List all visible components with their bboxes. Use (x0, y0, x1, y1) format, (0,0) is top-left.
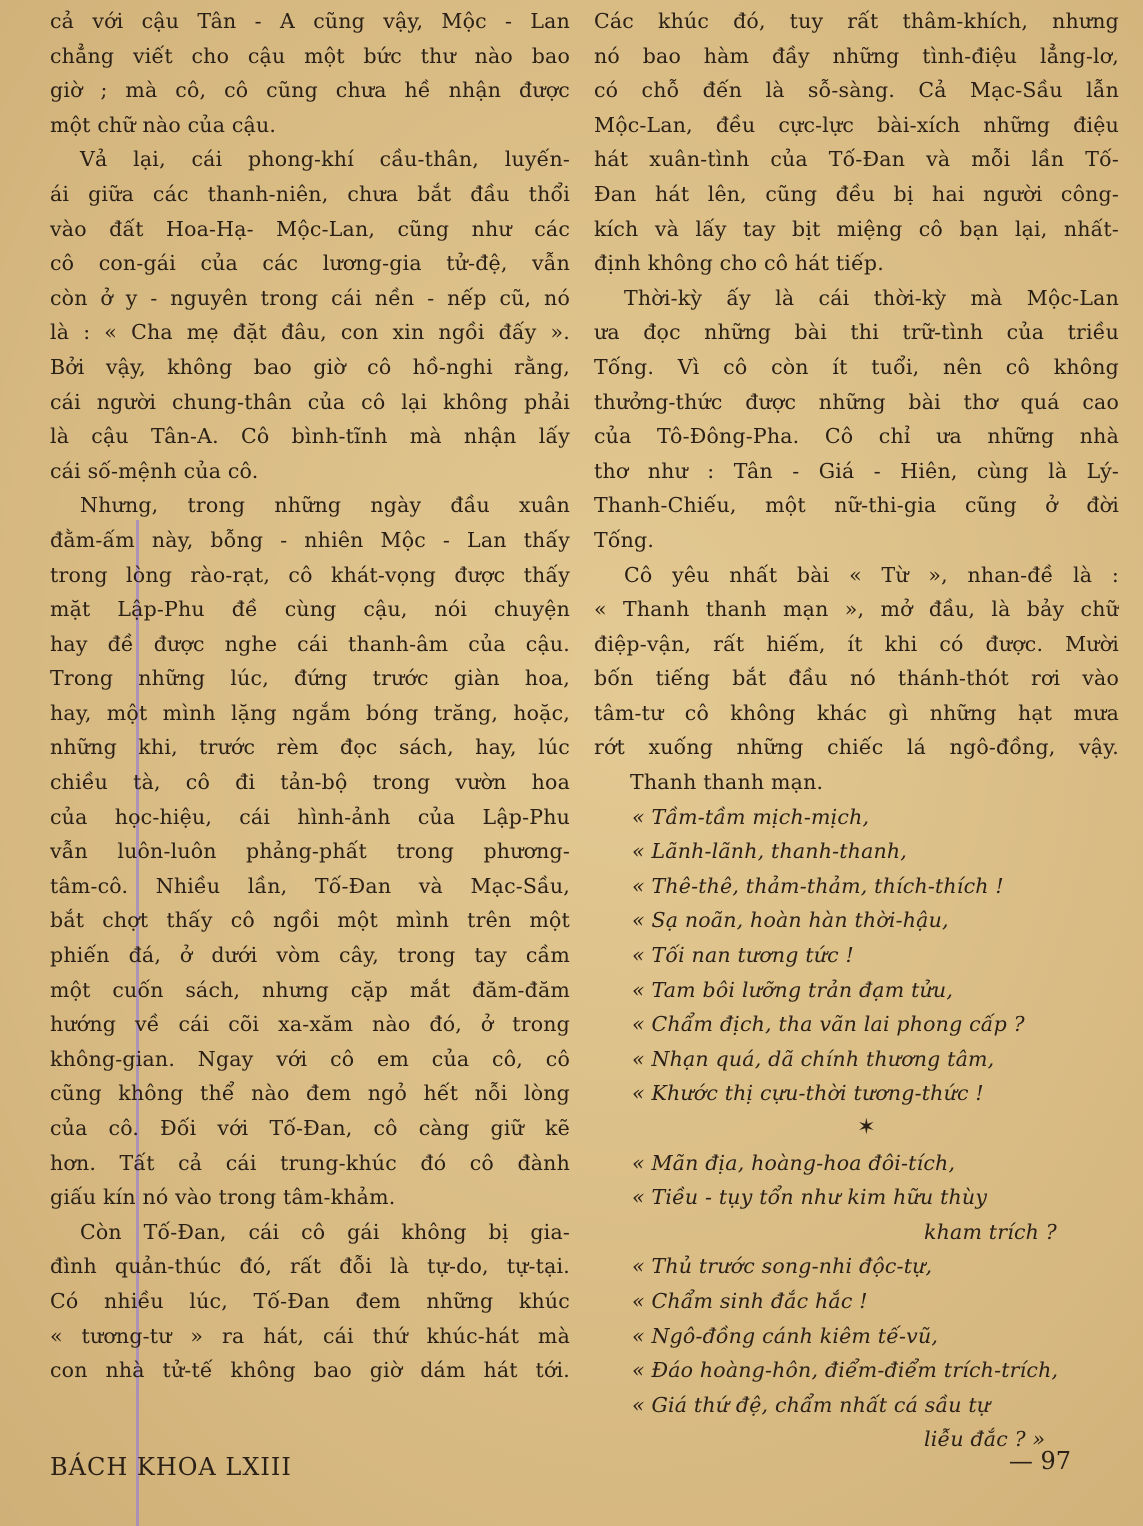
text-line: một chữ nào của cậu. (50, 112, 277, 137)
text-line: Còn Tố-Đan, cái cô gái không bị gia- (80, 1219, 570, 1244)
text-line: có chỗ đến là sỗ-sàng. Cả Mạc-Sầu lẫn (594, 78, 1119, 103)
text-line: Cô yêu nhất bài « Từ », nhan-đề là : (624, 562, 1119, 587)
text-line: ái giữa các thanh-niên, chưa bắt đầu thổi (50, 181, 570, 206)
journal-title: BÁCH KHOA LXIII (50, 1453, 292, 1481)
poem-line: « Lãnh-lãnh, thanh-thanh, (632, 839, 908, 864)
text-line: hướng về cái cõi xa-xăm nào đó, ở trong (50, 1012, 570, 1037)
text-line: Các khúc đó, tuy rất thâm-khích, nhưng (594, 9, 1119, 33)
page-number: — 97 (1008, 1447, 1071, 1475)
text-line: là : « Cha mẹ đặt đâu, con xin ngồi đấy ». (50, 320, 570, 345)
text-line: nó bao hàm đầy những tình-điệu lẳng-lơ, (594, 43, 1119, 68)
text-line: phiến đá, ở dưới vòm cây, trong tay cầm (50, 943, 570, 968)
text-line: Đan hát lên, cũng đều bị hai người công- (594, 181, 1119, 206)
poem-line: « Thê-thê, thảm-thảm, thích-thích ! (632, 873, 1004, 898)
text-line: giấu kín nó vào trong tâm-khảm. (50, 1185, 396, 1210)
text-line: thơ như : Tân - Giá - Hiên, cùng là Lý- (594, 458, 1119, 483)
text-line: những khi, trước rèm đọc sách, hay, lúc (50, 735, 570, 760)
text-line: Mộc-Lan, đều cực-lực bài-xích những điệu (594, 112, 1119, 137)
star-divider-icon: ✶ (857, 1115, 876, 1140)
poem-line: Thanh thanh mạn. (630, 770, 824, 795)
text-line: Nhưng, trong những ngày đầu xuân (80, 493, 570, 518)
text-line: Trong những lúc, đứng trước giàn hoa, (50, 666, 570, 691)
text-line: Có nhiều lúc, Tố-Đan đem những khúc (50, 1288, 570, 1313)
text-line: kích và lấy tay bịt miệng cô bạn lại, nhất- (594, 216, 1119, 241)
text-line: vào đất Hoa-Hạ- Mộc-Lan, cũng như các (50, 216, 570, 241)
text-line: cái người chung-thân của cô lại không phải (50, 389, 570, 414)
poem-line: liễu đắc ? » (924, 1427, 1046, 1452)
text-line: cái số-mệnh của cô. (50, 458, 259, 483)
text-line: định không cho cô hát tiếp. (594, 251, 884, 276)
text-line: tâm-cô. Nhiều lần, Tố-Đan và Mạc-Sầu, (50, 873, 570, 898)
text-line: hay đề được nghe cái thanh-âm của cậu. (50, 631, 570, 656)
right-text-column (594, 4, 1119, 1457)
text-line: của học-hiệu, cái hình-ảnh của Lập-Phu (50, 804, 570, 829)
text-line: Thanh-Chiếu, một nữ-thi-gia cũng ở đời (594, 493, 1119, 518)
text-line: ưa đọc những bài thi trữ-tình của triều (594, 320, 1119, 345)
text-line: Bởi vậy, không bao giờ cô hồ-nghi rằng, (50, 354, 570, 379)
text-line: tâm-tư cô không khác gì những hạt mưa (594, 700, 1119, 725)
text-line: Tống. Vì cô còn ít tuổi, nên cô không (594, 354, 1119, 379)
text-line: đằm-ấm này, bỗng - nhiên Mộc - Lan thấy (50, 527, 570, 552)
text-line: con nhà tử-tế không bao giờ dám hát tới. (50, 1358, 570, 1383)
text-line: cả với cậu Tân - A cũng vậy, Mộc - Lan (50, 9, 570, 33)
text-line: rớt xuống những chiếc lá ngô-đồng, vậy. (594, 735, 1119, 760)
poem-line: « Tam bôi lưỡng trản đạm tửu, (632, 977, 954, 1002)
text-line: hơn. Tất cả cái trung-khúc đó cô đành (50, 1150, 570, 1175)
poem-line: « Thủ trước song-nhi độc-tự, (632, 1254, 933, 1279)
left-text-column (50, 4, 570, 1388)
poem-line: « Chẩm địch, tha vãn lai phong cấp ? (632, 1012, 1025, 1037)
text-line: của Tô-Đông-Pha. Cô chỉ ưa những nhà (594, 424, 1119, 449)
text-line: của cô. Đối với Tố-Đan, cô càng giữ kẽ (50, 1116, 570, 1140)
poem-line: « Khước thị cựu-thời tương-thức ! (632, 1081, 984, 1106)
text-line: vẫn luôn-luôn phảng-phất trong phương- (50, 839, 570, 864)
poem-line: « Tối nan tương tức ! (632, 943, 854, 968)
poem-line: « Chẩm sinh đắc hắc ! (632, 1288, 868, 1313)
text-line: mặt Lập-Phu đề cùng cậu, nói chuyện (50, 597, 570, 622)
poem-line: « Đáo hoàng-hôn, điểm-điểm trích-trích, (632, 1358, 1059, 1383)
poem-line: « Ngô-đồng cánh kiêm tế-vũ, (632, 1323, 939, 1348)
text-line: không-gian. Ngay với cô em của cô, cô (50, 1046, 570, 1071)
text-line: « tương-tư » ra hát, cái thứ khúc-hát mà (50, 1323, 570, 1348)
text-line: bốn tiếng bắt đầu nó thánh-thót rơi vào (594, 666, 1119, 691)
poem-line: « Giá thứ đệ, chẩm nhất cá sầu tự (632, 1392, 991, 1417)
text-line: còn ở y - nguyên trong cái nền - nếp cũ, nó (50, 285, 570, 310)
poem-line: « Tầm-tầm mịch-mịch, (632, 804, 870, 829)
text-line: là cậu Tân-A. Cô bình-tĩnh mà nhận lấy (50, 424, 570, 449)
text-line: cũng không thể nào đem ngỏ hết nỗi lòng (50, 1081, 570, 1106)
text-line: cô con-gái của các lương-gia tử-đệ, vẫn (50, 251, 570, 276)
text-line: đình quản-thúc đó, rất đỗi là tự-do, tự-tại. (50, 1254, 570, 1279)
text-line: trong lòng rào-rạt, cô khát-vọng được thấy (50, 562, 570, 587)
text-line: Vả lại, cái phong-khí cầu-thân, luyến- (80, 147, 570, 172)
text-line: hay, một mình lặng ngắm bóng trăng, hoặc, (50, 700, 570, 725)
text-line: giờ ; mà cô, cô cũng chưa hề nhận được (50, 78, 570, 103)
text-line: bắt chợt thấy cô ngồi một mình trên một (50, 908, 570, 933)
text-line: điệp-vận, rất hiếm, ít khi có được. Mười (594, 631, 1119, 656)
text-line: hát xuân-tình của Tố-Đan và mỗi lần Tố- (594, 147, 1119, 172)
text-line: một cuốn sách, nhưng cặp mắt đăm-đăm (50, 977, 570, 1002)
text-line: chiều tà, cô đi tản-bộ trong vườn hoa (50, 770, 570, 795)
poem-line: « Mãn địa, hoàng-hoa đôi-tích, (632, 1150, 956, 1175)
text-line: « Thanh thanh mạn », mở đầu, là bảy chữ (594, 597, 1119, 622)
poem-line: « Tiều - tụy tổn như kim hữu thùy (632, 1185, 988, 1210)
text-line: Thời-kỳ ấy là cái thời-kỳ mà Mộc-Lan (624, 285, 1119, 310)
poem-line: « Sạ noãn, hoàn hàn thời-hậu, (632, 908, 949, 933)
poem-line: « Nhạn quá, dã chính thương tâm, (632, 1046, 995, 1071)
poem-line: kham trích ? (924, 1219, 1057, 1244)
text-line: Tống. (594, 527, 655, 552)
text-line: thưởng-thức được những bài thơ quá cao (594, 389, 1119, 414)
text-line: chẳng viết cho cậu một bức thư nào bao (50, 43, 570, 68)
